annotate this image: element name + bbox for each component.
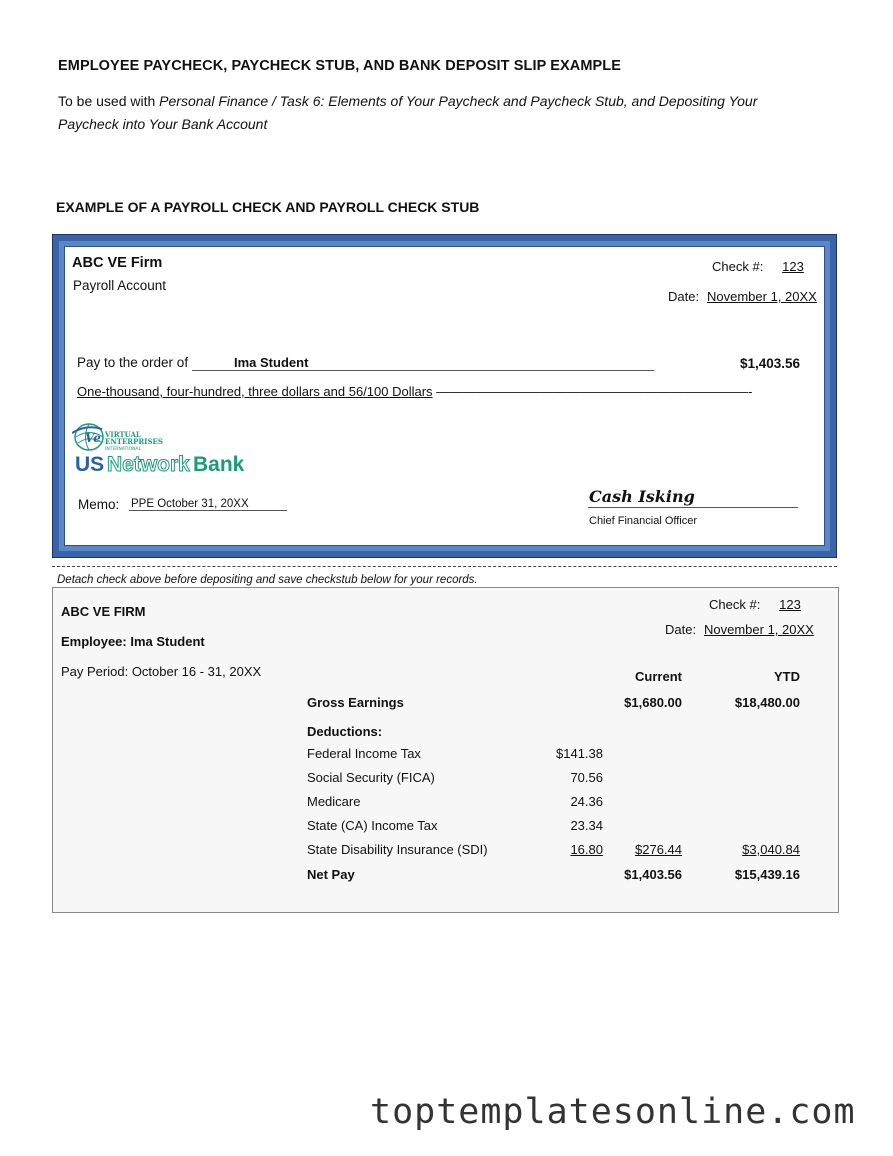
check-account-name: Payroll Account — [73, 278, 167, 293]
intro-task-name: Personal Finance / Task 6: Elements of Your Paycheck and Paycheck Stub, and Depositing Your — [159, 93, 758, 109]
svg-text:VIRTUAL: VIRTUAL — [105, 430, 141, 439]
bank-logo — [72, 420, 252, 475]
deduction-label: Social Security (FICA) — [307, 770, 435, 785]
deduction-label: State Disability Insurance (SDI) — [307, 842, 488, 857]
deductions-total-ytd: $3,040.84 — [742, 842, 800, 857]
memo-value: PPE October 31, 20XX — [129, 498, 287, 511]
deductions-total-current: $276.44 — [635, 842, 682, 857]
deduction-amount: 16.80 — [570, 842, 603, 857]
check-date-label: Date: — [668, 289, 700, 304]
deduction-amount: $141.38 — [556, 746, 603, 761]
check-number-label: Check #: — [712, 259, 764, 274]
intro-task-name-cont: Paycheck into Your Bank Account — [58, 116, 268, 132]
intro-prefix: To be used with — [58, 93, 160, 109]
payee-name: Ima Student — [234, 355, 309, 370]
col-header-ytd: YTD — [774, 669, 800, 684]
check-amount: $1,403.56 — [740, 356, 801, 371]
watermark: toptemplatesonline.com — [370, 1092, 856, 1132]
payee-line — [192, 370, 654, 371]
memo-label: Memo: — [78, 497, 120, 512]
gross-earnings-label: Gross Earnings — [307, 695, 404, 710]
deduction-label: Medicare — [307, 794, 361, 809]
document-title: EMPLOYEE PAYCHECK, PAYCHECK STUB, AND BANK DEPOSIT SLIP EXAMPLE — [58, 58, 622, 74]
signer-title: Chief Financial Officer — [589, 515, 698, 527]
check-firm-name: ABC VE Firm — [72, 255, 163, 271]
check-date: November 1, 20XX — [707, 289, 817, 304]
net-pay-current: $1,403.56 — [624, 867, 682, 882]
deduction-label: State (CA) Income Tax — [307, 818, 438, 833]
col-header-current: Current — [635, 669, 682, 684]
intro-text — [58, 90, 818, 136]
gross-earnings-current: $1,680.00 — [624, 695, 682, 710]
stub-check-number-label: Check #: — [709, 597, 761, 612]
amount-words-fill: ————————————————————————- — [432, 384, 753, 399]
svg-text:Ve: Ve — [85, 431, 101, 445]
stub-firm-name: ABC VE FIRM — [61, 604, 146, 619]
signature: Cash Isking — [589, 487, 695, 506]
detach-instructions: Detach check above before depositing and save checkstub below for your records. — [57, 574, 478, 586]
stub-pay-period: Pay Period: October 16 - 31, 20XX — [61, 664, 262, 679]
deduction-amount: 70.56 — [570, 770, 603, 785]
amount-words-text: One-thousand, four-hundred, three dollars and 56/100 Dollars — [77, 384, 433, 399]
svg-text:Bank: Bank — [193, 453, 245, 475]
net-pay-ytd: $15,439.16 — [734, 867, 800, 882]
signature-line — [588, 507, 798, 508]
deduction-amount: 24.36 — [570, 794, 603, 809]
deduction-amount: 23.34 — [570, 818, 603, 833]
svg-text:INTERNATIONAL: INTERNATIONAL — [105, 447, 142, 452]
stub-check-number: 123 — [779, 597, 801, 612]
detach-line — [52, 566, 837, 567]
gross-earnings-ytd: $18,480.00 — [734, 695, 800, 710]
check-number: 123 — [782, 259, 804, 274]
section-title: EXAMPLE OF A PAYROLL CHECK AND PAYROLL CHECK STUB — [56, 199, 480, 215]
deductions-label: Deductions: — [307, 724, 383, 739]
amount-in-words — [77, 384, 753, 399]
globe-icon — [72, 420, 252, 475]
svg-text:ENTERPRISES: ENTERPRISES — [105, 437, 163, 446]
deduction-label: Federal Income Tax — [307, 746, 421, 761]
net-pay-label: Net Pay — [307, 867, 355, 882]
svg-text:Network: Network — [107, 453, 190, 475]
stub-date: November 1, 20XX — [704, 622, 814, 637]
pay-to-label: Pay to the order of — [77, 355, 189, 370]
svg-text:US: US — [75, 453, 105, 475]
stub-employee: Employee: Ima Student — [61, 634, 205, 649]
stub-date-label: Date: — [665, 622, 697, 637]
